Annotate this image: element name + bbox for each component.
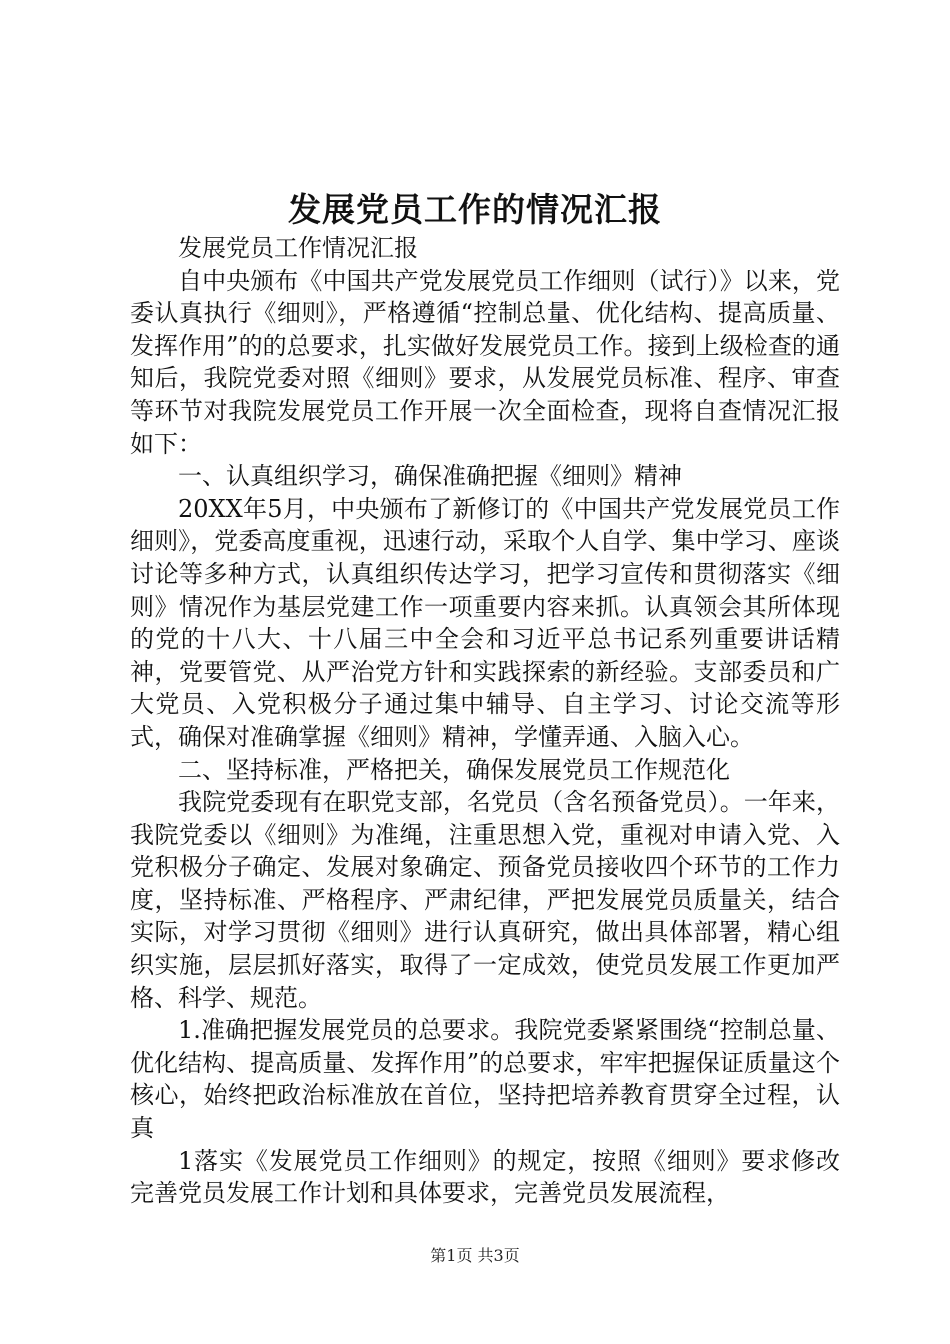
paragraph: 我院党委现有在职党支部，名党员（含名预备党员）。一年来，我院党委以《细则》为准绳，注重思想入党，重视对申请入党、入党积极分子确定、发展对象确定、预备党员接收四个环节的工作力度，坚持标准、严格程序、严肃纪律，严把发展党员质量关，结合实际，对学习贯彻《细则》进行认真研究，做出具体部署，精心组织实施，层层抓好落实，取得了一定成效，使党员发展工作更加严格、科学、规范。 <box>130 788 840 1012</box>
document-title: 发展党员工作的情况汇报 <box>288 190 662 229</box>
section-heading: 二、坚持标准，严格把关，确保发展党员工作规范化 <box>178 755 730 784</box>
paragraph: 1落实《发展党员工作细则》的规定，按照《细则》要求修改完善党员发展工作计划和具体要求，完善党员发展流程， <box>130 1146 840 1208</box>
paragraph: 20XX年5月，中央颁布了新修订的《中国共产党发展党员工作细则》，党委高度重视，迅速行动，采取个人自学、集中学习、座谈讨论等多种方式，认真组织传达学习，把学习宣传和贯彻落实《细则》情况作为基层党建工作一项重要内容来抓。认真领会其所体现的党的十八大、十八届三中全会和习近平总书记系列重要讲话精神，党要管党、从严治党方针和实践探索的新经验。支部委员和广大党员、入党积极分子通过集中辅导、自主学习、讨论交流等形式，确保对准确掌握《细则》精神，学懂弄通、入脑入心。 <box>130 494 840 751</box>
paragraph: 1.准确把握发展党员的总要求。我院党委紧紧围绕“控制总量、优化结构、提高质量、发挥作用”的总要求，牢牢把握保证质量这个核心，始终把政治标准放在首位，坚持把培养教育贯穿全过程，认真 <box>130 1016 840 1143</box>
paragraph: 自中央颁布《中国共产党发展党员工作细则（试行）》以来，党委认真执行《细则》，严格遵循“控制总量、优化结构、提高质量、发挥作用”的的总要求，扎实做好发展党员工作。接到上级检查的通知后，我院党委对照《细则》要求，从发展党员标准、程序、审查等环节对我院发展党员工作开展一次全面检查，现将自查情况汇报如下： <box>130 266 840 458</box>
document-body <box>130 232 840 1210</box>
section-heading: 一、认真组织学习，确保准确把握《细则》精神 <box>178 462 682 491</box>
page-footer: 第1页 共3页 <box>430 1246 520 1265</box>
paragraph: 发展党员工作情况汇报 <box>178 234 418 262</box>
